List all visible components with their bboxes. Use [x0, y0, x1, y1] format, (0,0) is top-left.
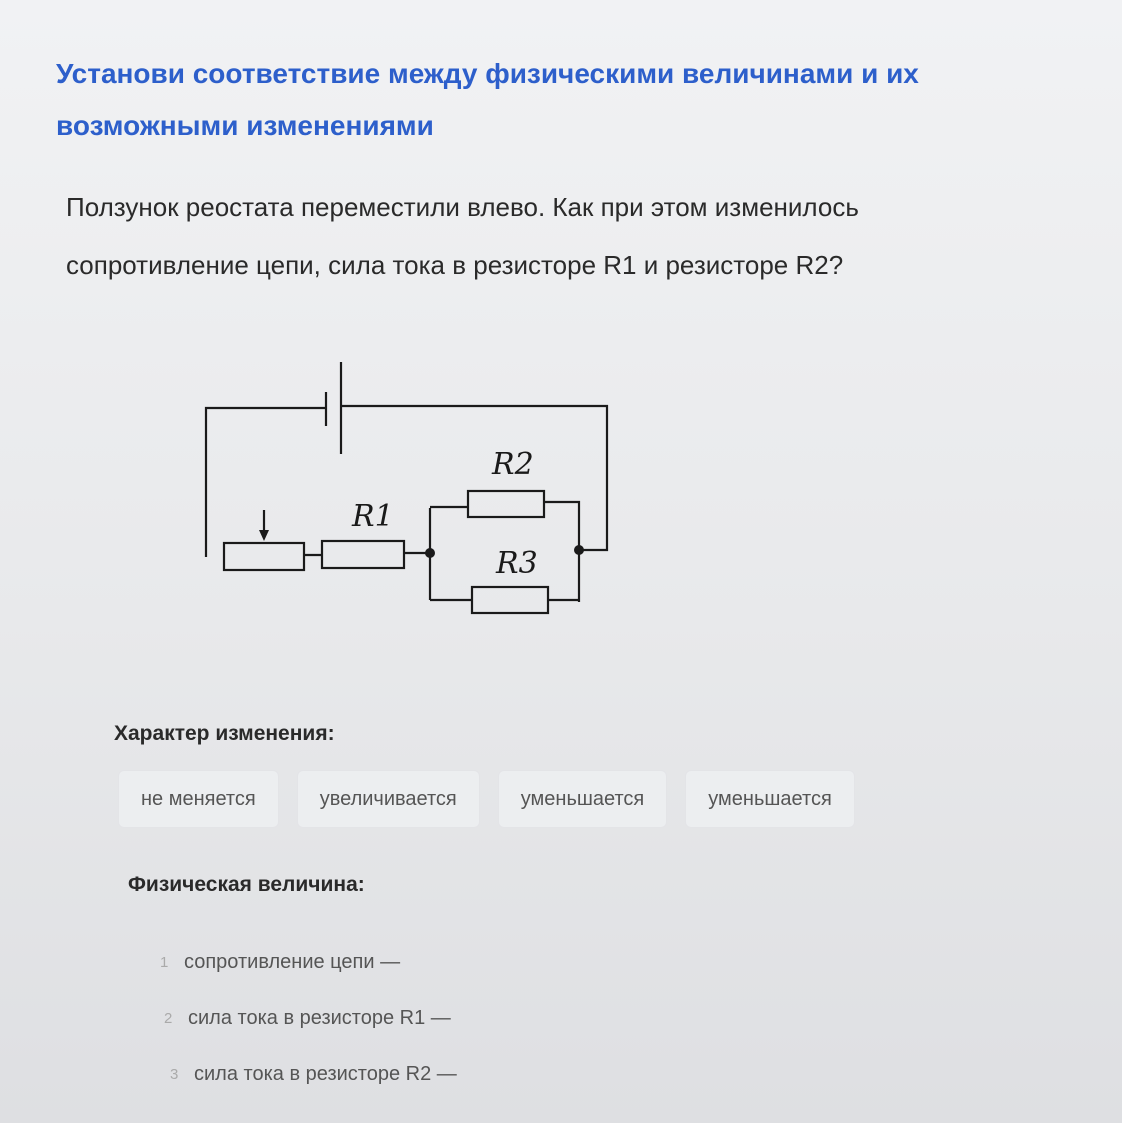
label-r1: R1	[352, 499, 394, 534]
wire-r2-right	[544, 502, 579, 602]
options-list	[118, 770, 948, 828]
question-text: Ползунок реостата переместили влево. Как при этом изменилось сопротивление цепи, сила тока в резисторе R1 и резисторе R2?	[66, 192, 859, 280]
rheostat-slider-arrow	[259, 530, 269, 541]
answer-drop-slot[interactable]	[410, 940, 560, 984]
resistor-r1	[322, 541, 404, 568]
option-decreases-2[interactable]: уменьшается	[685, 770, 855, 828]
resistor-r2	[468, 491, 544, 517]
quantity-number: 1	[160, 953, 169, 971]
quantity-text: сила тока в резисторе R1 —	[188, 1006, 451, 1029]
quantity-text: сила тока в резисторе R2 —	[194, 1062, 457, 1085]
junction-left	[425, 548, 435, 558]
quantity-row	[160, 940, 560, 984]
junction-right	[574, 545, 584, 555]
label-r3: R3	[496, 546, 538, 581]
quantity-row	[170, 1052, 617, 1096]
option-decreases[interactable]: уменьшается	[498, 770, 668, 828]
quantity-number: 3	[170, 1065, 179, 1083]
task-title: Установи соответствие между физическими величинами и их возможными изменениями	[56, 58, 919, 141]
quantity-text: сопротивление цепи —	[184, 950, 401, 973]
label-r2: R2	[492, 447, 534, 482]
quantities-label: Физическая величина:	[128, 873, 365, 896]
quantity-number: 2	[164, 1009, 173, 1027]
circuit-diagram	[190, 350, 630, 640]
answer-drop-slot[interactable]	[467, 1052, 617, 1096]
quantity-row	[164, 996, 611, 1040]
options-label: Характер изменения:	[114, 722, 335, 745]
option-increases[interactable]: увеличивается	[297, 770, 480, 828]
rheostat	[224, 543, 304, 570]
option-not-changes[interactable]: не меняется	[118, 770, 279, 828]
resistor-r3	[472, 587, 548, 613]
answer-drop-slot[interactable]	[461, 996, 611, 1040]
